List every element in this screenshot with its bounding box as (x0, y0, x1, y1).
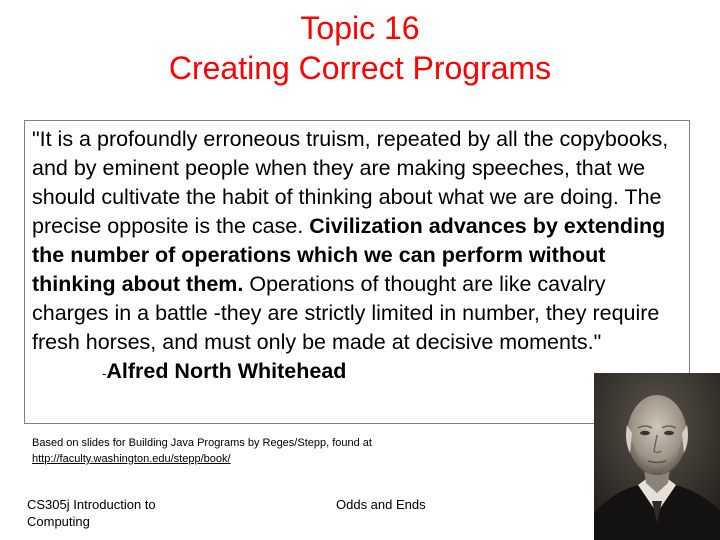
quote-part2: Operations of thought are like cavalry charges in a battle -they are strictly limited in number, they require fresh horses, and must only be made at decisive moments." (32, 272, 660, 354)
slide-title-line2: Creating Correct Programs (168, 50, 552, 86)
attribution-author: Alfred North Whitehead (106, 359, 347, 383)
footer-course: CS305j Introduction to Computing (27, 497, 156, 529)
slide-title-line1: Topic 16 (300, 10, 420, 46)
footer-topic: Odds and Ends (336, 497, 426, 512)
quote-text (32, 125, 683, 357)
attribution-dash: - (102, 366, 107, 381)
credit-text: Based on slides for Building Java Programs by Reges/Stepp, found at (32, 437, 372, 449)
credit-link[interactable]: http://faculty.washington.edu/stepp/book/ (32, 453, 231, 465)
quote-bold: Civilization advances by extending the number of operations which we can perform without thinking about them. (32, 214, 666, 296)
quote-attribution (32, 357, 683, 388)
portrait-photo (594, 373, 720, 540)
quote-part1: "It is a profoundly erroneous truism, repeated by all the copybooks, and by eminent people when they are making speeches, that we should cultivate the habit of thinking about what we are doing. The precise opposite is the case. (32, 127, 669, 238)
whitehead-portrait-image (594, 373, 720, 540)
source-credit (32, 435, 372, 467)
quote-box (24, 120, 690, 424)
slide-title (0, 8, 720, 88)
